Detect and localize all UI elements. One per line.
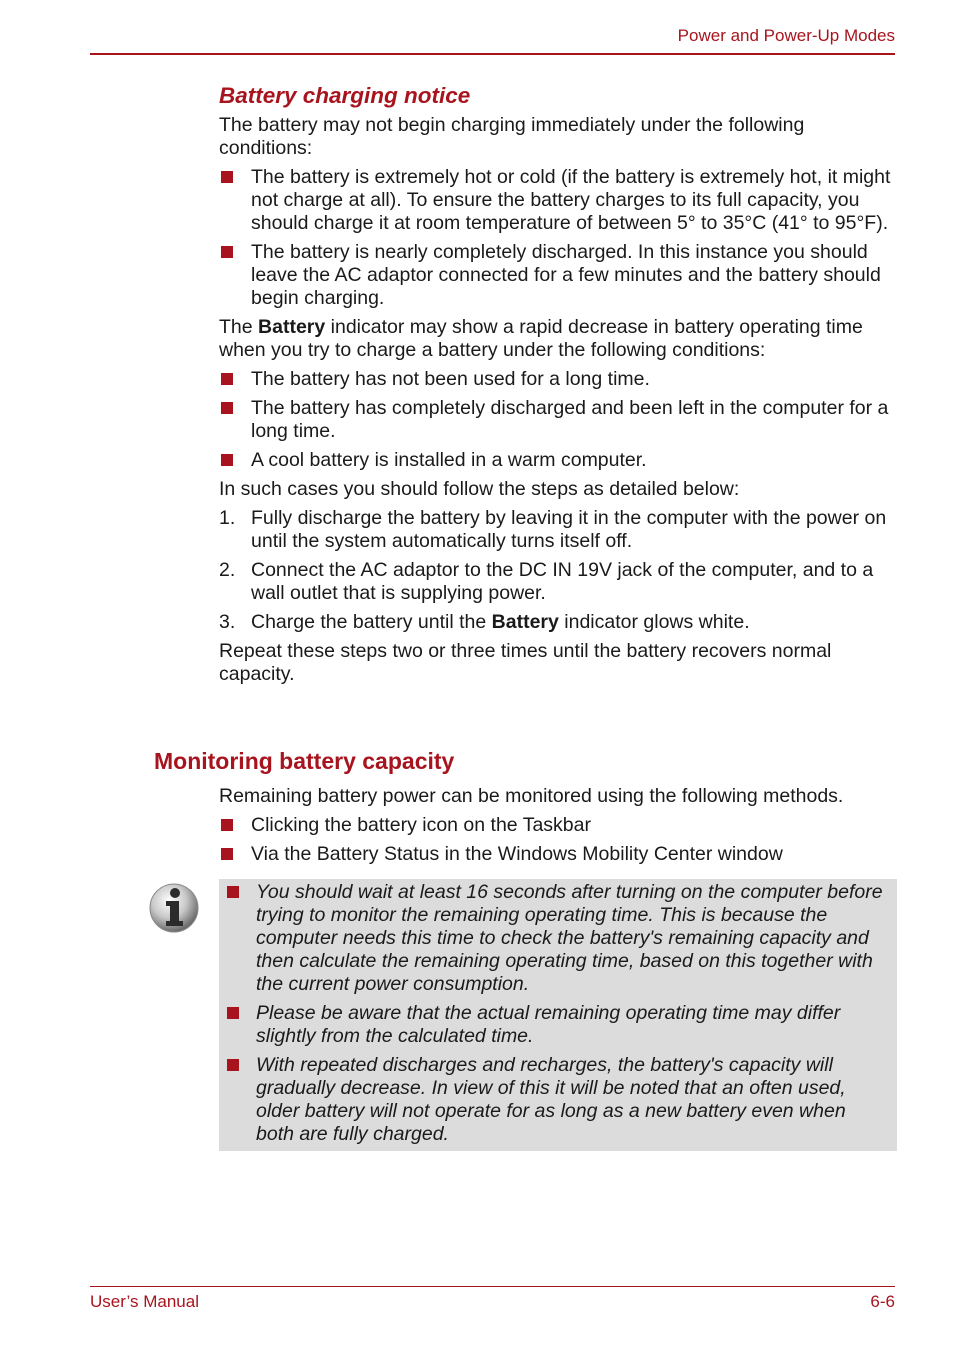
page-number: 6-6 — [870, 1292, 895, 1311]
footer-manual-title: User’s Manual — [90, 1292, 199, 1311]
note-box — [219, 879, 897, 1151]
step-item: 1. Fully discharge the battery by leaving it in the computer with the power on until the system automatically turns itself off. — [219, 507, 887, 552]
bullet-square-icon — [221, 171, 233, 183]
step-item: 3. Charge the battery until the Battery indicator glows white. — [219, 611, 750, 633]
list-item: The battery is extremely hot or cold (if the battery is extremely hot, it might not charge at all). To ensure the battery charges to its full capacity, you should charge it at room temperature of between 5° to 35°C (41° to 95°F). — [219, 166, 895, 235]
list-item: The battery has completely discharged and been left in the computer for a long time. — [219, 397, 895, 443]
bullet-square-icon — [227, 886, 239, 898]
list-item: A cool battery is installed in a warm computer. — [219, 449, 895, 472]
steps-intro: In such cases you should follow the steps as detailed below: — [219, 478, 740, 500]
conditions2-list — [219, 368, 895, 472]
section-title-monitoring: Monitoring battery capacity — [154, 748, 455, 774]
battery-indicator-paragraph: The Battery indicator may show a rapid decrease in battery operating time when you try to charge a battery under the following conditions: — [219, 316, 863, 361]
bullet-square-icon — [221, 373, 233, 385]
bullet-square-icon — [221, 848, 233, 860]
step-item: 2. Connect the AC adaptor to the DC IN 19V jack of the computer, and to a wall outlet that is supplying power. — [219, 559, 874, 604]
steps-list — [219, 507, 895, 634]
bullet-square-icon — [221, 819, 233, 831]
note-item: You should wait at least 16 seconds after turning on the computer before trying to monitor the remaining operating time. This is because the computer needs this time to check the battery's remaining capacity and then calculate the remaining operating time, based on this together with the current power consumption. — [223, 881, 889, 996]
info-icon — [147, 881, 201, 935]
list-item: The battery is nearly completely discharged. In this instance you should leave the AC adaptor connected for a few minutes and the battery should begin charging. — [219, 241, 895, 310]
list-item: Via the Battery Status in the Windows Mobility Center window — [219, 843, 895, 866]
bullet-square-icon — [221, 402, 233, 414]
list-item: Clicking the battery icon on the Taskbar — [219, 814, 895, 837]
intro-paragraph: The battery may not begin charging immediately under the following conditions: — [219, 114, 805, 159]
footer-rule — [90, 1286, 895, 1287]
bullet-square-icon — [221, 454, 233, 466]
note-item: Please be aware that the actual remaining operating time may differ slightly from the calculated time. — [223, 1002, 889, 1048]
bullet-square-icon — [227, 1059, 239, 1071]
conditions-list — [219, 166, 895, 310]
header-rule — [90, 53, 895, 55]
monitoring-intro: Remaining battery power can be monitored using the following methods. — [219, 785, 844, 807]
bullet-square-icon — [221, 246, 233, 258]
monitoring-section — [219, 785, 895, 872]
battery-notice-section — [219, 82, 895, 692]
running-header: Power and Power-Up Modes — [677, 26, 895, 45]
methods-list — [219, 814, 895, 866]
note-item: With repeated discharges and recharges, the battery's capacity will gradually decrease. In view of this it will be noted that an often used, older battery will not operate for as long as a new battery even when both are fully charged. — [223, 1054, 889, 1146]
note-list — [223, 881, 889, 1146]
closing-paragraph: Repeat these steps two or three times until the battery recovers normal capacity. — [219, 640, 832, 685]
subheading-battery-notice: Battery charging notice — [219, 83, 471, 108]
list-item: The battery has not been used for a long time. — [219, 368, 895, 391]
bullet-square-icon — [227, 1007, 239, 1019]
